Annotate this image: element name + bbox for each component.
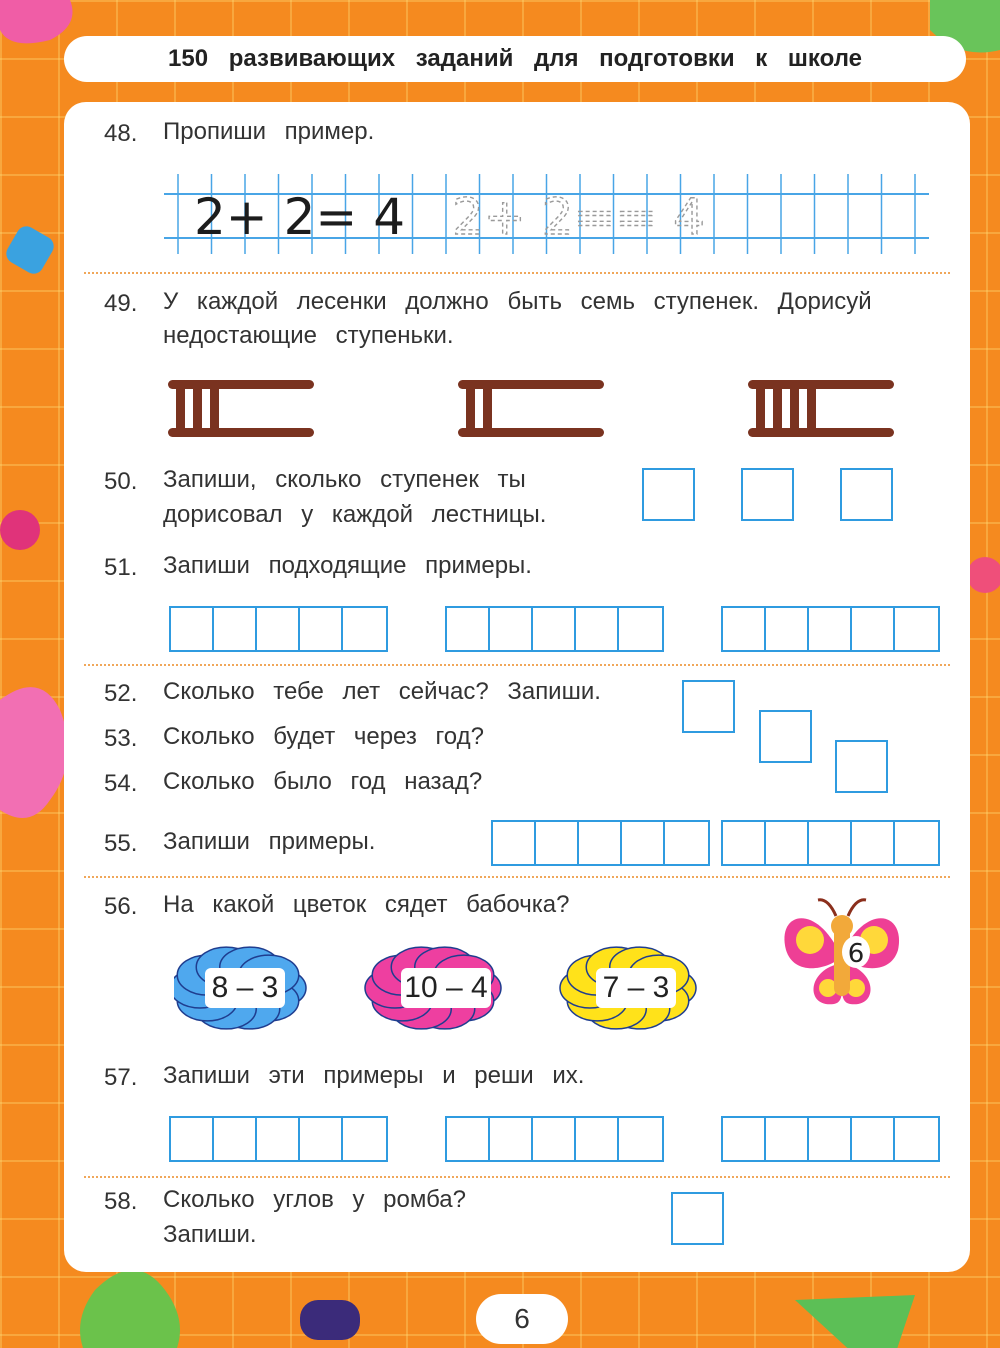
task-50-line2: дорисовал у каждой лестницы. [163,501,547,528]
ladder-rail-bottom [168,428,314,437]
task-53-number: 53. [104,725,138,752]
ladder-rung [193,382,202,435]
task-55-number: 55. [104,830,138,857]
ladder-rung [807,382,816,435]
ladder-rail-top [458,380,604,389]
answer-box-age-now[interactable] [682,680,735,733]
section-divider [84,272,950,274]
ladders-row [164,374,904,440]
section-divider [84,664,950,666]
flower-3-label: 7 – 3 [596,968,676,1008]
answer-box-rhombus[interactable] [671,1192,724,1245]
task-51-text: Запиши подходящие примеры. [163,552,532,579]
flower-1-label: 8 – 3 [205,968,285,1008]
flower-2-label: 10 – 4 [401,968,491,1008]
answer-grid-55-b[interactable] [721,820,940,866]
candy-right-decoration [967,557,1000,593]
book-header: 150 развивающих заданий для подготовки к школе [64,36,966,82]
candy-bottom-decoration [300,1300,360,1340]
task-49-number: 49. [104,290,138,317]
ladder-rail-top [748,380,894,389]
answer-box-ladder-1[interactable] [642,468,695,521]
answer-box-age-last-year[interactable] [835,740,888,793]
ladder-3 [748,380,894,437]
task-54-number: 54. [104,770,138,797]
answer-grid-55-a[interactable] [491,820,710,866]
number-7-decoration [795,1295,915,1348]
task-56-text: На какой цветок сядет бабочка? [163,891,570,918]
ladder-rung [210,382,219,435]
page-number: 6 [476,1294,568,1344]
task-58-number: 58. [104,1188,138,1215]
task-50-line1: Запиши, сколько ступенек ты [163,466,526,493]
answer-grid-51-b[interactable] [445,606,664,652]
section-divider [84,1176,950,1178]
task-58-line2: Запиши. [163,1221,257,1248]
candy-left-decoration [0,223,57,550]
ladder-rail-bottom [458,428,604,437]
task-48-text: Пропиши пример. [163,118,375,145]
task-48-number: 48. [104,120,138,147]
task-50-number: 50. [104,468,138,495]
answer-grid-51-a[interactable] [169,606,388,652]
task-55-text: Запиши примеры. [163,828,376,855]
answer-grid-57-b[interactable] [445,1116,664,1162]
task-52-text: Сколько тебе лет сейчас? Запиши. [163,678,601,705]
ladder-rung [466,382,475,435]
butterfly-illustration [776,892,908,1018]
answer-box-ladder-2[interactable] [741,468,794,521]
task-49-line2: недостающие ступеньки. [163,322,454,349]
ladder-rung [483,382,492,435]
ladder-2 [458,380,604,437]
ladder-rung [756,382,765,435]
copybook-grid [164,168,934,254]
ladder-1 [168,380,314,437]
number-9-decoration [0,687,68,818]
worksheet [64,102,970,1272]
ladder-rung [176,382,185,435]
sample-example: 2+ 2= 4 [194,188,406,246]
task-52-number: 52. [104,680,138,707]
answer-grid-51-c[interactable] [721,606,940,652]
answer-box-ladder-3[interactable] [840,468,893,521]
task-58-line1: Сколько углов у ромба? [163,1186,466,1213]
trace-example: 2+ 2== 4 [452,188,705,246]
task-51-number: 51. [104,554,138,581]
number-9-top-decoration [0,0,73,43]
section-divider [84,876,950,878]
task-54-text: Сколько было год назад? [163,768,483,795]
task-57-number: 57. [104,1064,138,1091]
ladder-rung [790,382,799,435]
task-56-number: 56. [104,893,138,920]
answer-grid-57-a[interactable] [169,1116,388,1162]
answer-box-age-next-year[interactable] [759,710,812,763]
ladder-rung [773,382,782,435]
number-8-decoration [80,1270,180,1348]
task-57-text: Запиши эти примеры и реши их. [163,1062,585,1089]
ladder-rail-top [168,380,314,389]
task-53-text: Сколько будет через год? [163,723,484,750]
task-49-line1: У каждой лесенки должно быть семь ступенек. Дорисуй [163,288,872,315]
answer-grid-57-c[interactable] [721,1116,940,1162]
ladder-rail-bottom [748,428,894,437]
butterfly-number: 6 [847,939,865,969]
